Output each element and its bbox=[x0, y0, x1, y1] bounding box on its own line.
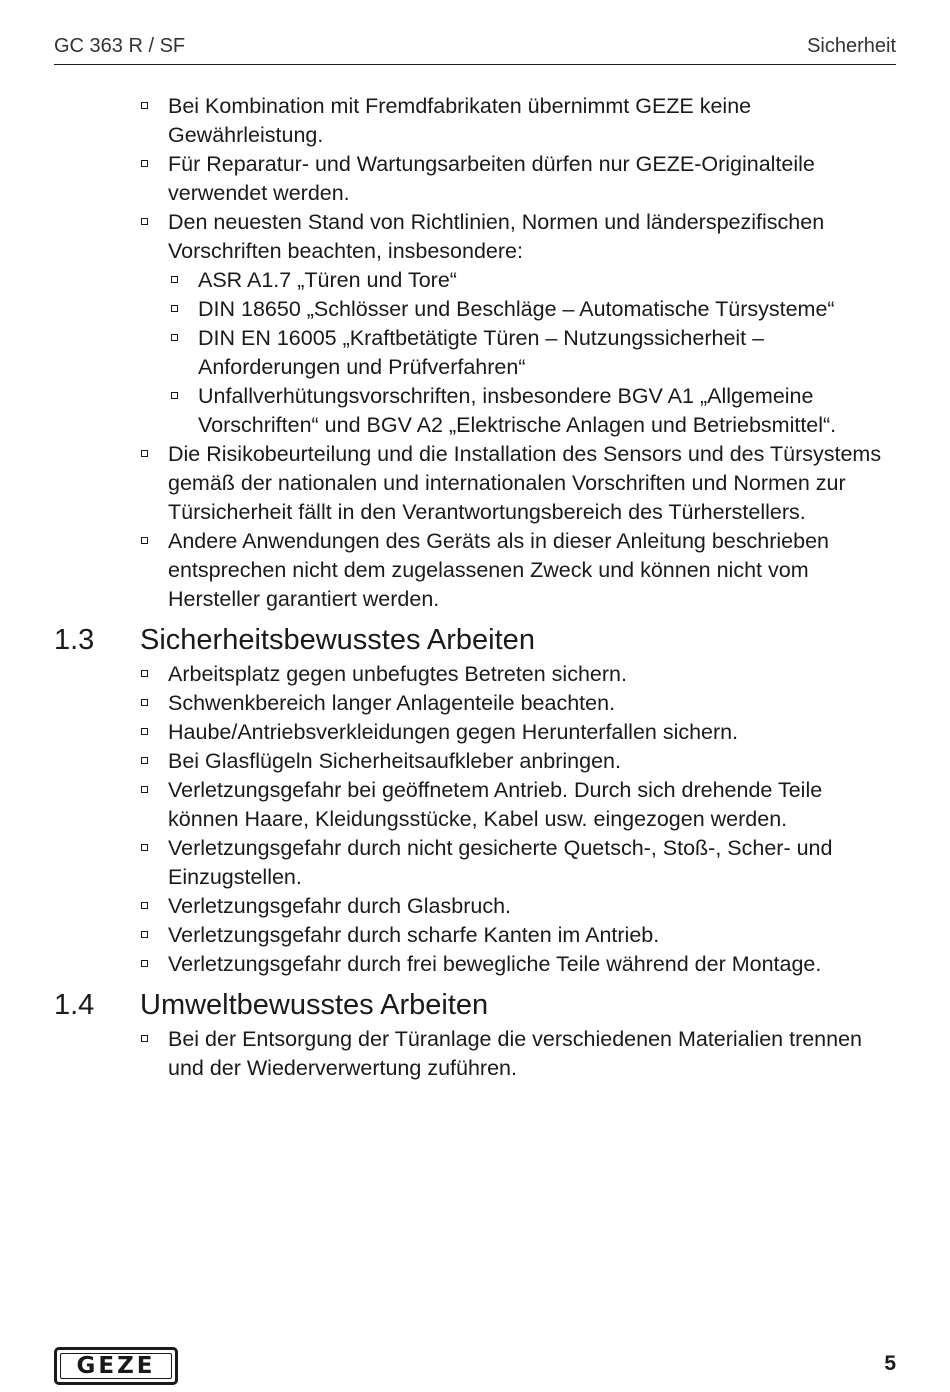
page-content bbox=[0, 92, 950, 1083]
intro-list-continued bbox=[0, 440, 950, 614]
list-item: Verletzungsgefahr durch scharfe Kanten im Antrieb. bbox=[168, 921, 898, 950]
list-item: Verletzungsgefahr durch frei bewegliche Teile während der Montage. bbox=[168, 950, 898, 979]
logo-text: GEZE bbox=[76, 1353, 156, 1379]
list-item: Bei Kombination mit Fremdfabrikaten übernimmt GEZE keine Gewährleistung. bbox=[168, 92, 898, 150]
list-item: Die Risikobeurteilung und die Installation des Sensors und des Türsystems gemäß der nationalen und internationalen Vorschriften und Normen zur Türsicherheit fällt in den Verantwortungsbereich des Türherstellers. bbox=[168, 440, 898, 527]
list-item: Andere Anwendungen des Geräts als in dieser Anleitung beschrieben entsprechen nicht dem zugelassenen Zweck und können nicht vom Hersteller garantiert werden. bbox=[168, 527, 898, 614]
list-item: Bei der Entsorgung der Türanlage die verschiedenen Materialien trennen und der Wiederverwertung zuführen. bbox=[168, 1025, 898, 1083]
list-item: Haube/Antriebsverkleidungen gegen Herunterfallen sichern. bbox=[168, 718, 898, 747]
sub-list-item: DIN 18650 „Schlösser und Beschläge – Automatische Türsysteme“ bbox=[198, 295, 898, 324]
list-item: Den neuesten Stand von Richtlinien, Normen und länderspezifischen Vorschriften beachten, insbesondere: bbox=[168, 208, 898, 266]
section-heading-1-4 bbox=[0, 987, 950, 1023]
section-number: 1.3 bbox=[54, 624, 95, 656]
section-number: 1.4 bbox=[54, 989, 95, 1021]
standards-sublist bbox=[0, 266, 950, 440]
geze-logo bbox=[54, 1347, 178, 1385]
list-item: Für Reparatur- und Wartungsarbeiten dürfen nur GEZE-Originalteile verwendet werden. bbox=[168, 150, 898, 208]
sub-list-item: DIN EN 16005 „Kraftbetätigte Türen – Nutzungssicherheit – Anforderungen und Prüfverfahren“ bbox=[198, 324, 898, 382]
safety-work-list bbox=[0, 660, 950, 979]
list-item: Verletzungsgefahr durch nicht gesicherte Quetsch-, Stoß-, Scher- und Einzugstellen. bbox=[168, 834, 898, 892]
section-heading-1-3 bbox=[0, 622, 950, 658]
list-item: Verletzungsgefahr durch Glasbruch. bbox=[168, 892, 898, 921]
list-item: Arbeitsplatz gegen unbefugtes Betreten sichern. bbox=[168, 660, 898, 689]
sub-list-item: Unfallverhütungsvorschriften, insbesondere BGV A1 „Allgemeine Vorschriften“ und BGV A2 „Elektrische Anlagen und Betriebsmittel“. bbox=[198, 382, 898, 440]
intro-list bbox=[0, 92, 950, 266]
list-item: Bei Glasflügeln Sicherheitsaufkleber anbringen. bbox=[168, 747, 898, 776]
page-number: 5 bbox=[884, 1352, 896, 1375]
header-chapter-title: Sicherheit bbox=[807, 35, 896, 57]
section-title: Sicherheitsbewusstes Arbeiten bbox=[140, 624, 535, 656]
list-item: Schwenkbereich langer Anlagenteile beachten. bbox=[168, 689, 898, 718]
list-item: Verletzungsgefahr bei geöffnetem Antrieb. Durch sich drehende Teile können Haare, Kleidungsstücke, Kabel usw. eingezogen werden. bbox=[168, 776, 898, 834]
page-header bbox=[54, 34, 896, 65]
section-title: Umweltbewusstes Arbeiten bbox=[140, 989, 489, 1021]
environment-list bbox=[0, 1025, 950, 1083]
header-document-title: GC 363 R / SF bbox=[54, 35, 186, 57]
sub-list-item: ASR A1.7 „Türen und Tore“ bbox=[198, 266, 898, 295]
